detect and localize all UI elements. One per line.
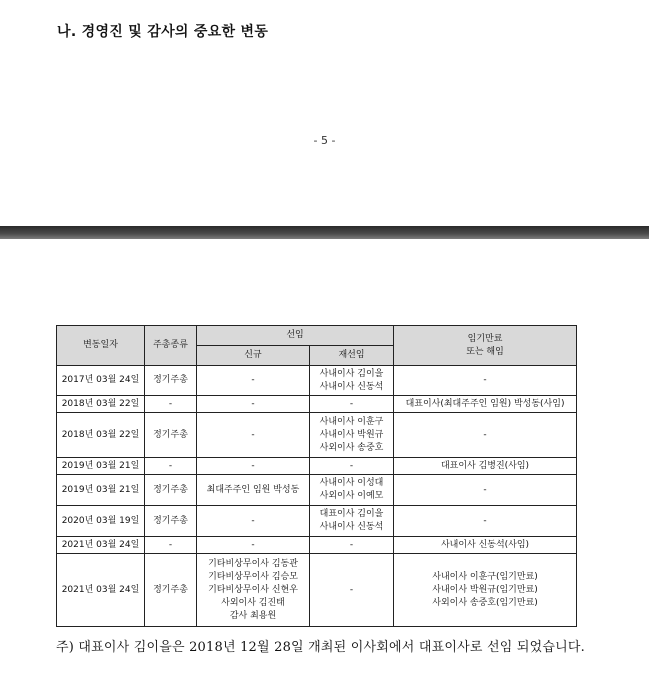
- cell-expiry: 사내이사 이훈구(임기만료) 사내이사 박원규(임기만료) 사외이사 송중호(임기만료): [394, 554, 577, 627]
- cell-new: -: [197, 396, 310, 413]
- cell-expiry: -: [394, 475, 577, 506]
- cell-expiry: 대표이사(최대주주인 임원) 박성동(사임): [394, 396, 577, 413]
- table-row: [57, 458, 577, 475]
- cell-meeting-type: -: [145, 537, 197, 554]
- cell-date: 2018년 03월 22일: [57, 396, 145, 413]
- page-number: - 5 -: [313, 134, 336, 147]
- header-expiry: [394, 326, 577, 366]
- cell-expiry: -: [394, 413, 577, 458]
- cell-new: -: [197, 537, 310, 554]
- cell-expiry: -: [394, 366, 577, 396]
- header-expiry-line2: 또는 해임: [466, 346, 504, 357]
- cell-meeting-type: 정기주총: [145, 475, 197, 506]
- cell-meeting-type: -: [145, 396, 197, 413]
- cell-expiry: 사내이사 신동석(사임): [394, 537, 577, 554]
- cell-reappointed: -: [310, 396, 394, 413]
- cell-new: -: [197, 413, 310, 458]
- executive-changes-table: [56, 325, 577, 627]
- cell-date: 2021년 03월 24일: [57, 554, 145, 627]
- table-row: [57, 366, 577, 396]
- cell-meeting-type: 정기주총: [145, 506, 197, 537]
- cell-meeting-type: -: [145, 458, 197, 475]
- cell-date: 2019년 03월 21일: [57, 458, 145, 475]
- cell-reappointed: -: [310, 554, 394, 627]
- header-meeting-type: 주총종류: [145, 326, 197, 366]
- cell-expiry: -: [394, 506, 577, 537]
- cell-new: 기타비상무이사 김동관 기타비상무이사 김승모 기타비상무이사 신현우 사외이사 김진태 감사 최용원: [197, 554, 310, 627]
- table-row: [57, 506, 577, 537]
- header-appointment: 선임: [197, 326, 394, 346]
- cell-expiry: 대표이사 김병진(사임): [394, 458, 577, 475]
- cell-new: -: [197, 506, 310, 537]
- cell-date: 2021년 03월 24일: [57, 537, 145, 554]
- cell-reappointed: 사내이사 김이을 사내이사 신동석: [310, 366, 394, 396]
- cell-reappointed: 사내이사 이훈구 사내이사 박원규 사외이사 송중호: [310, 413, 394, 458]
- cell-reappointed: 대표이사 김이을 사내이사 신동석: [310, 506, 394, 537]
- header-reappointed: 재선임: [310, 346, 394, 366]
- cell-new: -: [197, 366, 310, 396]
- header-date: 변동일자: [57, 326, 145, 366]
- cell-date: 2019년 03월 21일: [57, 475, 145, 506]
- cell-reappointed: 사내이사 이성대 사외이사 이예모: [310, 475, 394, 506]
- header-new: 신규: [197, 346, 310, 366]
- cell-date: 2020년 03월 19일: [57, 506, 145, 537]
- table-row: [57, 554, 577, 627]
- table-row: [57, 396, 577, 413]
- page-break-divider: [0, 226, 649, 239]
- cell-date: 2018년 03월 22일: [57, 413, 145, 458]
- cell-reappointed: -: [310, 458, 394, 475]
- cell-new: -: [197, 458, 310, 475]
- cell-meeting-type: 정기주총: [145, 554, 197, 627]
- header-expiry-line1: 임기만료: [467, 333, 503, 344]
- table-row: [57, 537, 577, 554]
- cell-meeting-type: 정기주총: [145, 366, 197, 396]
- footnote: 주) 대표이사 김이을은 2018년 12월 28일 개최된 이사회에서 대표이사로 선임 되었습니다.: [56, 640, 585, 655]
- table-row: [57, 475, 577, 506]
- table-row: [57, 413, 577, 458]
- cell-date: 2017년 03월 24일: [57, 366, 145, 396]
- cell-new: 최대주주인 임원 박성동: [197, 475, 310, 506]
- section-title: 나. 경영진 및 감사의 중요한 변동: [57, 24, 269, 40]
- cell-meeting-type: 정기주총: [145, 413, 197, 458]
- cell-reappointed: -: [310, 537, 394, 554]
